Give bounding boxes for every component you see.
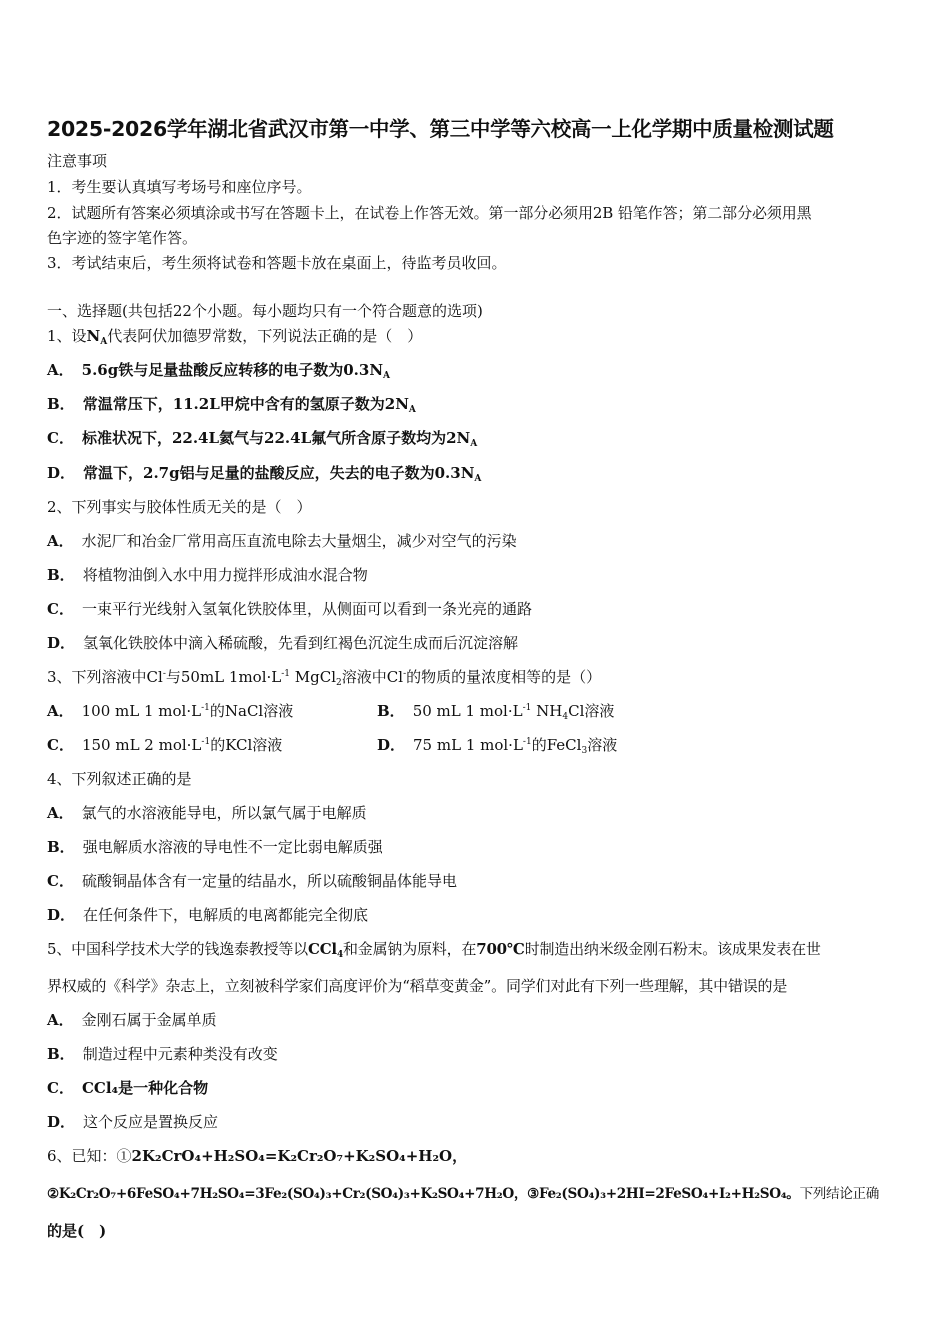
notice-item: 1．考生要认真填写考场号和座位序号。 [47,178,312,196]
question-3-option-d[interactable]: D． 75 mL 1 $mol\cdot L^{-1}$的FeCl$_3$溶液 [377,736,618,756]
question-5-option-c[interactable]: C． CCl₄是一种化合物 [47,1079,209,1097]
question-5-option-b[interactable]: B． 制造过程中元素种类没有改变 [47,1045,278,1063]
question-2-option-d[interactable]: D． 氢氧化铁胶体中滴入稀硫酸，先看到红褐色沉淀生成而后沉淀溶解 [47,634,519,652]
page-title: 2025-2026学年湖北省武汉市第一中学、第三中学等六校高一上化学期中质量检测试题 [47,117,834,141]
question-4-option-a[interactable]: A． 氯气的水溶液能导电，所以氯气属于电解质 [47,804,367,822]
notice-heading: 注意事项 [47,152,108,170]
question-3-option-b[interactable]: B． 50 mL 1 $mol\cdot L^{-1}$ $NH_4Cl$溶液 [377,702,615,722]
question-5-option-a[interactable]: A． 金刚石属于金属单质 [47,1011,217,1029]
question-4-option-c[interactable]: C． 硫酸铜晶体含有一定量的结晶水，所以硫酸铜晶体能导电 [47,872,457,890]
question-3-stem: 3、下列溶液中Cl-与50mL $1mol\cdot L^{-1}$ MgCl$_2$溶液中Cl-的物质的量浓度相等的是（） [47,668,602,688]
question-1-option-b[interactable]: B． 常温常压下，11.2L甲烷中含有的氢原子数为$2N_A$ [47,395,416,415]
question-1-option-d[interactable]: D． 常温下，2.7g铝与足量的盐酸反应，失去的电子数为$0.3N_A$ [47,464,482,484]
question-2-option-c[interactable]: C． 一束平行光线射入氢氧化铁胶体里，从侧面可以看到一条光亮的通路 [47,600,532,618]
notice-item: 3．考试结束后，考生须将试卷和答题卡放在桌面上，待监考员收回。 [47,254,507,272]
question-2-stem: 2、下列事实与胶体性质无关的是（ ） [47,498,312,516]
notice-item: 色字迹的签字笔作答。 [47,229,198,247]
notice-item: 2．试题所有答案必须填涂或书写在答题卡上，在试卷上作答无效。第一部分必须用2B 铅笔作答；第二部分必须用黑 [47,204,812,222]
question-2-option-b[interactable]: B． 将植物油倒入水中用力搅拌形成油水混合物 [47,566,368,584]
question-1-stem: 1、设$N_A$代表阿伏加德罗常数，下列说法正确的是（ ） [47,327,423,347]
section-heading: 一、选择题(共包括22个小题。每小题均只有一个符合题意的选项) [47,302,483,320]
question-5-stem-cont: 界权威的《科学》杂志上，立刻被科学家们高度评价为“稻草变黄金”。同学们对此有下列一些理解，其中错误的是 [47,977,788,995]
question-6-equations: ②K₂Cr₂O₇+6FeSO₄+7H₂SO₄=3Fe₂(SO₄)₃+Cr₂(SO₄)₃+K₂SO₄+7H₂O，③Fe₂(SO₄)₃+2HI=2FeSO₄+I₂+H₂SO₄。下列结论正确 [47,1186,880,1202]
question-6-stem: 6、已知：①2K₂CrO₄+H₂SO₄=K₂Cr₂O₇+K₂SO₄+H₂O， [47,1147,468,1165]
question-4-stem: 4、下列叙述正确的是 [47,770,192,788]
question-6-stem-end: 的是( ) [47,1222,107,1240]
question-4-option-b[interactable]: B． 强电解质水溶液的导电性不一定比弱电解质强 [47,838,383,856]
question-5-stem: 5、中国科学技术大学的钱逸泰教授等以CCl$_4$和金属钠为原料，在700℃时制造出纳米级金刚石粉末。该成果发表在世 [47,940,821,960]
question-3-option-a[interactable]: A． 100 mL 1 $mol\cdot L^{-1}$的NaCl溶液 [47,702,294,720]
question-4-option-d[interactable]: D． 在任何条件下，电解质的电离都能完全彻底 [47,906,369,924]
question-2-option-a[interactable]: A． 水泥厂和冶金厂常用高压直流电除去大量烟尘，减少对空气的污染 [47,532,517,550]
question-1-option-a[interactable]: A． 5.6g铁与足量盐酸反应转移的电子数为$0.3N_A$ [47,361,391,381]
question-1-option-c[interactable]: C． 标准状况下，22.4L氦气与22.4L氟气所含原子数均为$2N_A$ [47,429,478,449]
question-5-option-d[interactable]: D． 这个反应是置换反应 [47,1113,219,1131]
question-3-option-c[interactable]: C． 150 mL 2 $mol\cdot L^{-1}$的KCl溶液 [47,736,283,754]
